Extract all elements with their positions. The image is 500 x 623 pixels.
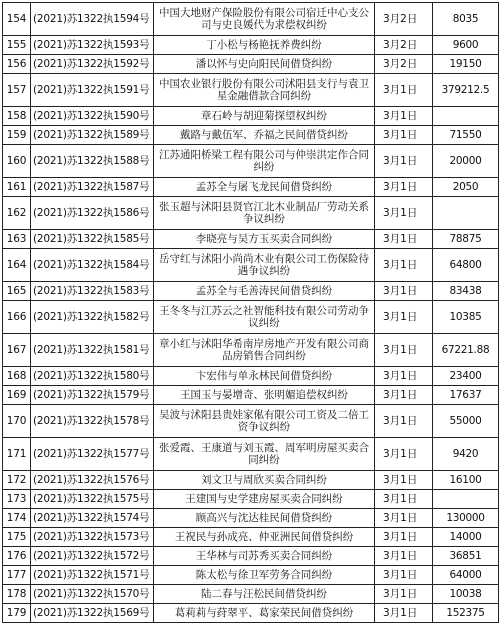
case-number-cell: (2021)苏1322执1580号 — [31, 367, 154, 386]
case-number-cell: (2021)苏1322执1581号 — [31, 334, 154, 367]
table-row — [3, 3, 499, 36]
case-number-cell: (2021)苏1322执1578号 — [31, 405, 154, 438]
row-number-cell: 163 — [3, 230, 31, 249]
amount-cell: 14000 — [433, 528, 499, 547]
case-cause-cell: 章小红与沭阳华希南岸房地产开发有限公司商品房销售合同纠纷 — [154, 334, 375, 367]
table-row — [3, 55, 499, 74]
row-number-cell: 155 — [3, 36, 31, 55]
case-number-cell: (2021)苏1322执1588号 — [31, 145, 154, 178]
filing-date-cell: 3月1日 — [375, 282, 433, 301]
filing-date-cell: 3月1日 — [375, 509, 433, 528]
row-number-cell: 179 — [3, 604, 31, 623]
table-row — [3, 528, 499, 547]
amount-cell: 8035 — [433, 3, 499, 36]
row-number-cell: 164 — [3, 249, 31, 282]
filing-date-cell: 3月1日 — [375, 178, 433, 197]
row-number-cell: 175 — [3, 528, 31, 547]
case-cause-cell: 岳守红与沭阳小尚尚木业有限公司工伤保险待遇争议纠纷 — [154, 249, 375, 282]
filing-date-cell: 3月1日 — [375, 438, 433, 471]
row-number-cell: 160 — [3, 145, 31, 178]
case-cause-cell: 王祝民与孙成亮、仲亚洲民间借贷纠纷 — [154, 528, 375, 547]
filing-date-cell: 3月1日 — [375, 197, 433, 230]
case-cause-cell: 中国农业银行股份有限公司沭阳县支行与袁卫星金融借款合同纠纷 — [154, 74, 375, 107]
table-row — [3, 107, 499, 126]
case-number-cell: (2021)苏1322执1593号 — [31, 36, 154, 55]
row-number-cell: 172 — [3, 471, 31, 490]
table-row — [3, 566, 499, 585]
amount-cell: 130000 — [433, 509, 499, 528]
row-number-cell: 157 — [3, 74, 31, 107]
case-cause-cell: 王国玉与晏增奇、张明媚追偿权纠纷 — [154, 386, 375, 405]
table-row — [3, 282, 499, 301]
amount-cell: 19150 — [433, 55, 499, 74]
filing-date-cell: 3月1日 — [375, 604, 433, 623]
row-number-cell: 167 — [3, 334, 31, 367]
row-number-cell: 177 — [3, 566, 31, 585]
amount-cell: 36851 — [433, 547, 499, 566]
amount-cell: 67221.88 — [433, 334, 499, 367]
table-row — [3, 334, 499, 367]
row-number-cell: 168 — [3, 367, 31, 386]
case-cause-cell: 葛莉莉与荮翠平、葛家荣民间借贷纠纷 — [154, 604, 375, 623]
case-table — [2, 2, 499, 623]
table-row — [3, 249, 499, 282]
case-cause-cell: 刘文卫与周欣买卖合同纠纷 — [154, 471, 375, 490]
case-number-cell: (2021)苏1322执1570号 — [31, 585, 154, 604]
table-row — [3, 438, 499, 471]
filing-date-cell: 3月1日 — [375, 301, 433, 334]
row-number-cell: 173 — [3, 490, 31, 509]
case-table-body — [3, 3, 499, 623]
case-number-cell: (2021)苏1322执1572号 — [31, 547, 154, 566]
amount-cell: 10038 — [433, 585, 499, 604]
filing-date-cell: 3月2日 — [375, 3, 433, 36]
amount-cell: 20000 — [433, 145, 499, 178]
amount-cell: 9420 — [433, 438, 499, 471]
case-number-cell: (2021)苏1322执1584号 — [31, 249, 154, 282]
case-cause-cell: 中国大地财产保险股份有限公司宿迁中心支公司与史良媛代为求偿权纠纷 — [154, 3, 375, 36]
case-cause-cell: 张玉超与沭阳县贤官江北木业制品厂劳动关系争议纠纷 — [154, 197, 375, 230]
case-number-cell: (2021)苏1322执1577号 — [31, 438, 154, 471]
row-number-cell: 176 — [3, 547, 31, 566]
amount-cell: 55000 — [433, 405, 499, 438]
case-number-cell: (2021)苏1322执1582号 — [31, 301, 154, 334]
table-row — [3, 145, 499, 178]
case-cause-cell: 卞宏伟与单永林民间借贷纠纷 — [154, 367, 375, 386]
table-row — [3, 471, 499, 490]
table-row — [3, 405, 499, 438]
amount-cell: 379212.5 — [433, 74, 499, 107]
amount-cell: 23400 — [433, 367, 499, 386]
table-row — [3, 301, 499, 334]
table-row — [3, 386, 499, 405]
case-number-cell: (2021)苏1322执1571号 — [31, 566, 154, 585]
amount-cell: 64000 — [433, 566, 499, 585]
row-number-cell: 169 — [3, 386, 31, 405]
row-number-cell: 156 — [3, 55, 31, 74]
row-number-cell: 165 — [3, 282, 31, 301]
table-row — [3, 178, 499, 197]
case-cause-cell: 陈太松与徐卫军劳务合同纠纷 — [154, 566, 375, 585]
row-number-cell: 162 — [3, 197, 31, 230]
amount-cell — [433, 107, 499, 126]
row-number-cell: 178 — [3, 585, 31, 604]
amount-cell — [433, 197, 499, 230]
row-number-cell: 161 — [3, 178, 31, 197]
row-number-cell: 159 — [3, 126, 31, 145]
row-number-cell: 158 — [3, 107, 31, 126]
case-number-cell: (2021)苏1322执1587号 — [31, 178, 154, 197]
case-number-cell: (2021)苏1322执1576号 — [31, 471, 154, 490]
case-number-cell: (2021)苏1322执1586号 — [31, 197, 154, 230]
table-row — [3, 197, 499, 230]
filing-date-cell: 3月1日 — [375, 585, 433, 604]
filing-date-cell: 3月1日 — [375, 386, 433, 405]
amount-cell — [433, 490, 499, 509]
amount-cell: 9600 — [433, 36, 499, 55]
amount-cell: 83438 — [433, 282, 499, 301]
case-number-cell: (2021)苏1322执1573号 — [31, 528, 154, 547]
case-cause-cell: 戴路与戴伍军、乔福之民间借贷纠纷 — [154, 126, 375, 145]
case-number-cell: (2021)苏1322执1569号 — [31, 604, 154, 623]
filing-date-cell: 3月1日 — [375, 249, 433, 282]
amount-cell: 16100 — [433, 471, 499, 490]
case-number-cell: (2021)苏1322执1583号 — [31, 282, 154, 301]
case-number-cell: (2021)苏1322执1592号 — [31, 55, 154, 74]
case-number-cell: (2021)苏1322执1591号 — [31, 74, 154, 107]
filing-date-cell: 3月1日 — [375, 528, 433, 547]
amount-cell: 10385 — [433, 301, 499, 334]
filing-date-cell: 3月1日 — [375, 547, 433, 566]
table-row — [3, 490, 499, 509]
case-cause-cell: 张爱霞、王康道与刘玉霞、周军明房屋买卖合同纠纷 — [154, 438, 375, 471]
table-row — [3, 585, 499, 604]
amount-cell: 2050 — [433, 178, 499, 197]
row-number-cell: 171 — [3, 438, 31, 471]
case-cause-cell: 王建国与史学建房屋买卖合同纠纷 — [154, 490, 375, 509]
case-number-cell: (2021)苏1322执1589号 — [31, 126, 154, 145]
filing-date-cell: 3月1日 — [375, 334, 433, 367]
amount-cell: 64800 — [433, 249, 499, 282]
case-cause-cell: 王冬冬与江苏云之社智能科技有限公司劳动争议纠纷 — [154, 301, 375, 334]
row-number-cell: 170 — [3, 405, 31, 438]
case-cause-cell: 孟苏全与毛善涛民间借贷纠纷 — [154, 282, 375, 301]
case-cause-cell: 孟苏全与屠飞龙民间借贷纠纷 — [154, 178, 375, 197]
filing-date-cell: 3月1日 — [375, 74, 433, 107]
case-cause-cell: 李晓亮与吴方玉买卖合同纠纷 — [154, 230, 375, 249]
case-cause-cell: 王华林与司苏秀买卖合同纠纷 — [154, 547, 375, 566]
case-cause-cell: 丁小松与杨艳抚养费纠纷 — [154, 36, 375, 55]
table-row — [3, 509, 499, 528]
case-number-cell: (2021)苏1322执1574号 — [31, 509, 154, 528]
case-cause-cell: 章石岭与胡迎菊探望权纠纷 — [154, 107, 375, 126]
filing-date-cell: 3月1日 — [375, 471, 433, 490]
amount-cell: 71550 — [433, 126, 499, 145]
case-cause-cell: 潘以怀与史向阳民间借贷纠纷 — [154, 55, 375, 74]
case-number-cell: (2021)苏1322执1579号 — [31, 386, 154, 405]
filing-date-cell: 3月1日 — [375, 107, 433, 126]
amount-cell: 152375 — [433, 604, 499, 623]
filing-date-cell: 3月1日 — [375, 145, 433, 178]
filing-date-cell: 3月1日 — [375, 367, 433, 386]
case-number-cell: (2021)苏1322执1575号 — [31, 490, 154, 509]
case-number-cell: (2021)苏1322执1594号 — [31, 3, 154, 36]
filing-date-cell: 3月1日 — [375, 126, 433, 145]
table-row — [3, 367, 499, 386]
table-row — [3, 74, 499, 107]
row-number-cell: 166 — [3, 301, 31, 334]
table-row — [3, 547, 499, 566]
filing-date-cell: 3月1日 — [375, 405, 433, 438]
case-cause-cell: 顾高兴与沈达桂民间借贷纠纷 — [154, 509, 375, 528]
filing-date-cell: 3月2日 — [375, 55, 433, 74]
row-number-cell: 174 — [3, 509, 31, 528]
amount-cell: 17637 — [433, 386, 499, 405]
case-cause-cell: 陆二春与汪松民间借贷纠纷 — [154, 585, 375, 604]
amount-cell: 78875 — [433, 230, 499, 249]
row-number-cell: 154 — [3, 3, 31, 36]
filing-date-cell: 3月1日 — [375, 230, 433, 249]
table-row — [3, 36, 499, 55]
filing-date-cell: 3月2日 — [375, 36, 433, 55]
table-row — [3, 230, 499, 249]
case-cause-cell: 吴波与沭阳县贵娃家俬有限公司工资及二倍工资争议纠纷 — [154, 405, 375, 438]
case-number-cell: (2021)苏1322执1585号 — [31, 230, 154, 249]
case-number-cell: (2021)苏1322执1590号 — [31, 107, 154, 126]
filing-date-cell: 3月1日 — [375, 490, 433, 509]
case-cause-cell: 江苏通阳桥梁工程有限公司与仲崇洪定作合同纠纷 — [154, 145, 375, 178]
table-row — [3, 604, 499, 623]
table-row — [3, 126, 499, 145]
filing-date-cell: 3月1日 — [375, 566, 433, 585]
